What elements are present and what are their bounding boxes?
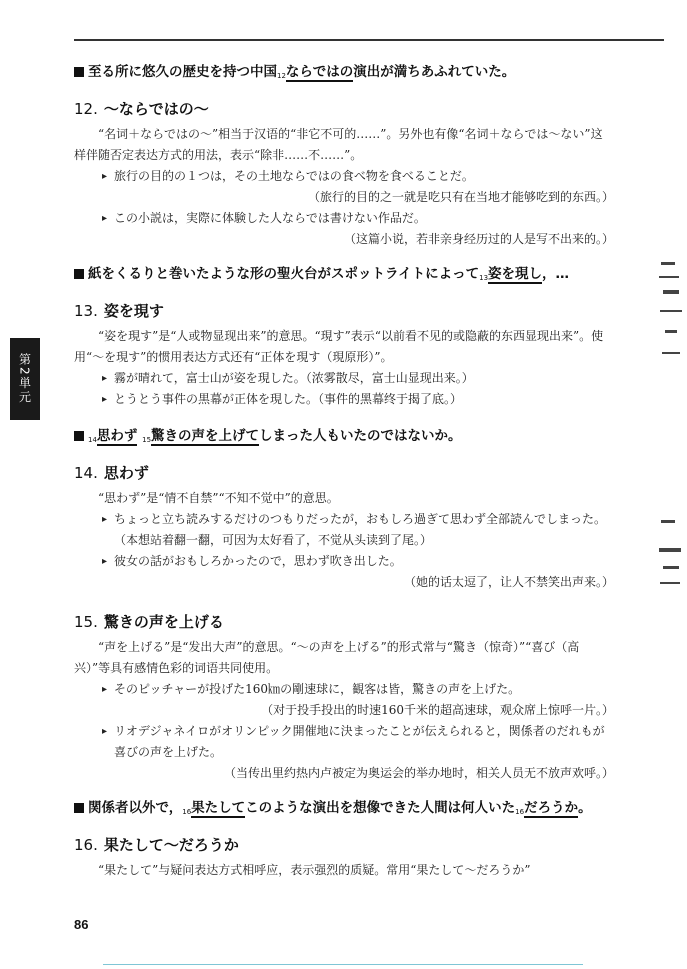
translation-15b: （当传出里约热内卢被定为奥运会的举办地时，相关人员无不放声欢呼。）	[223, 766, 614, 780]
quote-bullet-icon	[74, 803, 84, 813]
item-title: ～ならではの～	[103, 100, 209, 118]
explanation-12: “名词＋ならではの～”相当于汉语的“非它不可的……”。另外也有像“名词＋ならでは～ない”这样伴随否定表达方式的用法，表示“除非……不……”。	[74, 127, 603, 162]
example-13b: ▸ とうとう事件の黒幕が正体を現した。（事件的黑幕终于揭了底。）	[74, 389, 614, 410]
bottom-rule	[103, 964, 583, 965]
unit-side-tab	[10, 338, 40, 420]
item-number: 16.	[74, 836, 98, 854]
quote-text: 演出が満ちあふれていた。	[353, 64, 516, 80]
quote-underlined-phrase: 果たして	[191, 800, 246, 816]
item-title: 果たして～だろうか	[103, 836, 239, 854]
explanation-16: “果たして”与疑问表达方式相呼应，表示强烈的质疑。常用“果たして～だろうか”	[98, 863, 531, 877]
top-rule	[74, 39, 664, 41]
quote-ref-number: 12	[277, 72, 286, 80]
quote-underlined-phrase: 思わず	[96, 428, 138, 444]
source-quote-12	[74, 62, 614, 86]
item-title: 思わず	[103, 464, 149, 482]
quote-text: このような演出を想像できた人間は何人いた	[245, 800, 516, 816]
quote-underlined-phrase: だろうか	[524, 800, 579, 816]
example-12a: ▸ 旅行の目的の１つは，その土地ならではの食べ物を食べることだ。	[74, 166, 614, 187]
quote-bullet-icon	[74, 431, 84, 441]
item-number: 15.	[74, 613, 98, 631]
item-title: 驚きの声を上げる	[103, 613, 224, 631]
quote-text: ，…	[542, 266, 570, 282]
quote-ref-number: 16	[515, 808, 525, 816]
quote-text: 。	[578, 800, 592, 816]
example-15b: ▸ リオデジャネイロがオリンピック開催地に決まったことが伝えられると，関係者のだれもが喜びの声を上げた。	[74, 721, 614, 763]
item-number: 12.	[74, 100, 98, 118]
quote-ref-number: 13	[479, 274, 489, 282]
item-heading-16	[74, 834, 614, 856]
example-15a: ▸ そのピッチャーが投げた160㎞の剛速球に，観客は皆，驚きの声を上げた。	[74, 679, 614, 700]
item-number: 14.	[74, 464, 98, 482]
scan-edge-artifact	[657, 0, 687, 969]
item-heading-12	[74, 98, 614, 120]
page-content	[74, 62, 614, 881]
translation-12b: （这篇小说，若非亲身经历过的人是写不出来的。）	[343, 232, 614, 246]
item-number: 13.	[74, 302, 98, 320]
quote-bullet-icon	[74, 269, 84, 279]
page-number: 86	[74, 917, 89, 932]
example-13a: ▸ 霧が晴れて，富士山が姿を現した。（浓雾散尽，富士山显现出来。）	[74, 368, 614, 389]
source-quote-16	[74, 798, 614, 822]
translation-12a: （旅行的目的之一就是吃只有在当地才能够吃到的东西。）	[307, 190, 614, 204]
translation-14b: （她的话太逗了，让人不禁笑出声来。）	[403, 575, 614, 589]
quote-underlined-phrase: 驚きの声を上げて	[151, 428, 260, 444]
quote-text: しまった人もいたのではないか。	[259, 428, 462, 444]
explanation-14: “思わず”是“情不自禁”“不知不觉中”的意思。	[98, 491, 339, 505]
item-heading-13	[74, 300, 614, 322]
quote-bullet-icon	[74, 67, 84, 77]
quote-text: 至る所に悠久の歴史を持つ中国	[88, 64, 277, 80]
item-heading-15	[74, 611, 614, 633]
explanation-13: “姿を現す”是“人或物显现出来”的意思。“現す”表示“以前看不见的或隐蔽的东西显现出来”。使用“～を現す”的惯用表达方式还有“正体を現す（現原形）”。	[74, 329, 604, 364]
item-title: 姿を現す	[103, 302, 164, 320]
quote-ref-number: 16	[182, 808, 192, 816]
example-14a: ▸ ちょっと立ち読みするだけのつもりだったが，おもしろ過ぎて思わず全部読んでしまった。（本想站着翻一翻，可因为太好看了，不觉从头读到了尾。）	[74, 509, 614, 551]
translation-15a: （对于投手投出的时速160千米的超高速球，观众席上惊呼一片。）	[261, 703, 614, 717]
example-14b: ▸ 彼女の話がおもしろかったので，思わず吹き出した。	[74, 551, 614, 572]
example-12b: ▸ この小説は，実際に体験した人ならでは書けない作品だ。	[74, 208, 614, 229]
source-quote-13	[74, 264, 614, 288]
item-heading-14	[74, 462, 614, 484]
quote-text: 関係者以外で，	[88, 800, 183, 816]
source-quote-14	[74, 426, 614, 450]
quote-ref-number: 14	[88, 436, 97, 444]
explanation-15: “声を上げる”是“发出大声”的意思。“～の声を上げる”的形式常与“驚き（惊奇）”“喜び（高兴）”等具有感情色彩的词语共同使用。	[74, 640, 580, 675]
quote-ref-number: 15	[142, 436, 152, 444]
quote-underlined-phrase: 姿を現し	[488, 266, 543, 282]
quote-underlined-phrase: ならではの	[285, 64, 354, 80]
unit-side-tab-label: 第2単元	[17, 353, 32, 405]
quote-text: 紙をくるりと巻いたような形の聖火台がスポットライトによって	[88, 266, 480, 282]
